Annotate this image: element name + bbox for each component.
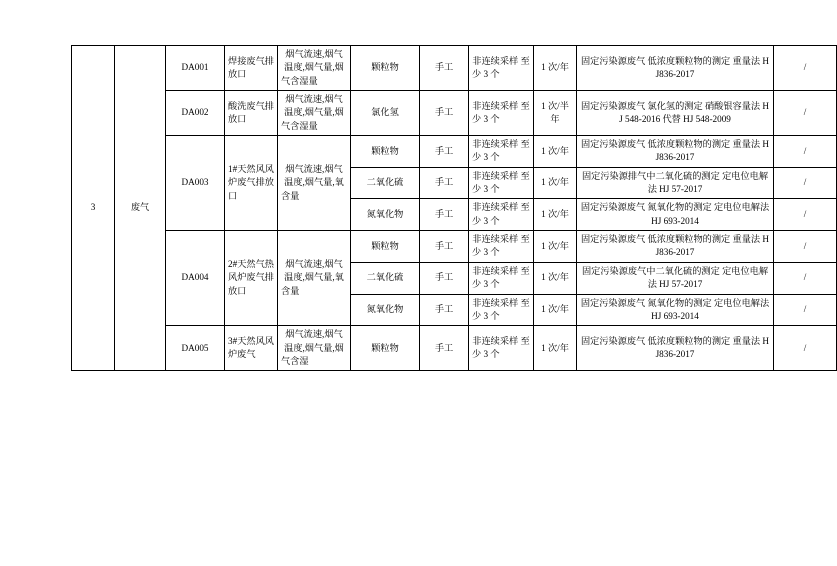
- standard-method-cell: 固定污染源废气 低浓度颗粒物的测定 重量法 HJ836-2017: [577, 136, 774, 168]
- outlet-code-cell: DA004: [166, 231, 225, 326]
- method-cell: 手工: [420, 167, 469, 199]
- method-cell: 手工: [420, 262, 469, 294]
- pollutant-cell: 颗粒物: [351, 46, 420, 91]
- sampling-frequency-cell: 非连续采样 至少 3 个: [469, 262, 534, 294]
- note-cell: /: [774, 167, 837, 199]
- note-cell: /: [774, 231, 837, 263]
- standard-method-cell: 固定污染源废气 低浓度颗粒物的测定 重量法 HJ836-2017: [577, 46, 774, 91]
- note-cell: /: [774, 91, 837, 136]
- pollutant-cell: 颗粒物: [351, 231, 420, 263]
- sampling-frequency-cell: 非连续采样 至少 3 个: [469, 199, 534, 231]
- pollutant-cell: 二氧化硫: [351, 262, 420, 294]
- table-row: [72, 91, 837, 136]
- monitoring-period-cell: 1 次/年: [534, 262, 577, 294]
- pollutant-cell: 氯化氢: [351, 91, 420, 136]
- sampling-frequency-cell: 非连续采样 至少 3 个: [469, 167, 534, 199]
- method-cell: 手工: [420, 231, 469, 263]
- monitoring-params-cell: 烟气流速,烟气温度,烟气量,烟气含湿量: [278, 46, 351, 91]
- standard-method-cell: 固定污染源废气 氯化氢的测定 硝酸银容量法 HJ 548-2016 代替 HJ 548-2009: [577, 91, 774, 136]
- monitoring-table-wrapper: [71, 45, 807, 371]
- table-row: [72, 231, 837, 263]
- pollutant-cell: 二氧化硫: [351, 167, 420, 199]
- note-cell: /: [774, 199, 837, 231]
- monitoring-period-cell: 1 次/年: [534, 199, 577, 231]
- method-cell: 手工: [420, 46, 469, 91]
- note-cell: /: [774, 294, 837, 326]
- monitoring-period-cell: 1 次/年: [534, 231, 577, 263]
- outlet-name-cell: 1#天然风风炉废气排放口: [225, 136, 278, 231]
- table-row: [72, 46, 837, 91]
- sampling-frequency-cell: 非连续采样 至少 3 个: [469, 46, 534, 91]
- outlet-code-cell: DA003: [166, 136, 225, 231]
- monitoring-period-cell: 1 次/年: [534, 136, 577, 168]
- standard-method-cell: 固定污染源废气 低浓度颗粒物的测定 重量法 HJ836-2017: [577, 326, 774, 371]
- note-cell: /: [774, 262, 837, 294]
- note-cell: /: [774, 136, 837, 168]
- standard-method-cell: 固定污染源废气 低浓度颗粒物的测定 重量法 HJ836-2017: [577, 231, 774, 263]
- outlet-code-cell: DA001: [166, 46, 225, 91]
- monitoring-period-cell: 1 次/半年: [534, 91, 577, 136]
- monitoring-period-cell: 1 次/年: [534, 294, 577, 326]
- pollutant-cell: 颗粒物: [351, 136, 420, 168]
- monitoring-period-cell: 1 次/年: [534, 326, 577, 371]
- self-monitoring-table: [71, 45, 837, 371]
- monitoring-period-cell: 1 次/年: [534, 46, 577, 91]
- outlet-code-cell: DA005: [166, 326, 225, 371]
- pollutant-cell: 氮氧化物: [351, 199, 420, 231]
- outlet-code-cell: DA002: [166, 91, 225, 136]
- standard-method-cell: 固定污染源废气中二氧化硫的测定 定电位电解法 HJ 57-2017: [577, 262, 774, 294]
- category-cell: 废气: [115, 46, 166, 371]
- method-cell: 手工: [420, 91, 469, 136]
- standard-method-cell: 固定污染源废气 氮氧化物的测定 定电位电解法 HJ 693-2014: [577, 199, 774, 231]
- sampling-frequency-cell: 非连续采样 至少 3 个: [469, 326, 534, 371]
- table-row: [72, 326, 837, 371]
- sampling-frequency-cell: 非连续采样 至少 3 个: [469, 136, 534, 168]
- monitoring-params-cell: 烟气流速,烟气温度,烟气量,氧含量: [278, 231, 351, 326]
- method-cell: 手工: [420, 136, 469, 168]
- row-index-cell: 3: [72, 46, 115, 371]
- sampling-frequency-cell: 非连续采样 至少 3 个: [469, 91, 534, 136]
- note-cell: /: [774, 326, 837, 371]
- outlet-name-cell: 3#天然风风炉废气: [225, 326, 278, 371]
- monitoring-period-cell: 1 次/年: [534, 167, 577, 199]
- outlet-name-cell: 酸洗废气排放口: [225, 91, 278, 136]
- monitoring-params-cell: 烟气流速,烟气温度,烟气量,氧含量: [278, 136, 351, 231]
- note-cell: /: [774, 46, 837, 91]
- method-cell: 手工: [420, 199, 469, 231]
- pollutant-cell: 氮氧化物: [351, 294, 420, 326]
- monitoring-params-cell: 烟气流速,烟气温度,烟气量,烟气含湿量: [278, 91, 351, 136]
- standard-method-cell: 固定污染源排气中二氧化硫的测定 定电位电解法 HJ 57-2017: [577, 167, 774, 199]
- method-cell: 手工: [420, 326, 469, 371]
- sampling-frequency-cell: 非连续采样 至少 3 个: [469, 231, 534, 263]
- standard-method-cell: 固定污染源废气 氮氧化物的测定 定电位电解法 HJ 693-2014: [577, 294, 774, 326]
- sampling-frequency-cell: 非连续采样 至少 3 个: [469, 294, 534, 326]
- outlet-name-cell: 2#天然气热风炉废气排放口: [225, 231, 278, 326]
- method-cell: 手工: [420, 294, 469, 326]
- table-row: [72, 136, 837, 168]
- monitoring-params-cell: 烟气流速,烟气温度,烟气量,烟气含湿: [278, 326, 351, 371]
- outlet-name-cell: 焊接废气排放口: [225, 46, 278, 91]
- pollutant-cell: 颗粒物: [351, 326, 420, 371]
